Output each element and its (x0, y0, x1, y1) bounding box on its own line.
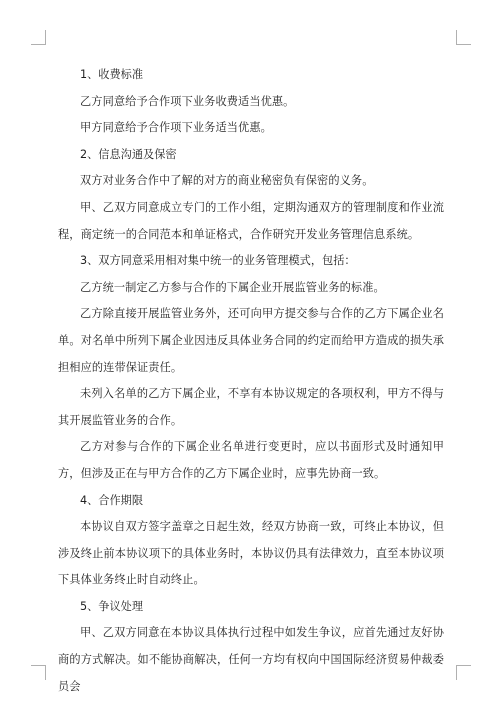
paragraph: 乙方同意给予合作项下业务收费适当优惠。 (80, 94, 295, 108)
section-heading-disputes: 5、争议处理 (80, 599, 144, 613)
paragraph: 双方对业务合作中了解的对方的商业秘密负有保密的义务。 (80, 174, 374, 188)
crop-mark-bottom-right (456, 665, 471, 680)
crop-mark-bottom-left (31, 665, 46, 680)
paragraph: 未列入名单的乙方下属企业，不享有本协议规定的各项权利，甲方不得与其开展监管业务的合作。 (58, 387, 444, 427)
crop-mark-top-left (31, 30, 46, 45)
paragraph: 乙方统一制定乙方参与合作的下属企业开展监管业务的标准。 (80, 280, 385, 294)
paragraph: 甲、乙双方同意成立专门的工作小组，定期沟通双方的管理制度和作业流程，商定统一的合同范本和单证格式，合作研究开发业务管理信息系统。 (58, 200, 444, 241)
paragraph: 乙方除直接开展监管业务外，还可向甲方提交参与合作的乙方下属企业名单。对名单中所列下属企业因违反具体业务合同的约定而给甲方造成的损失承担相应的连带保证责任。 (58, 307, 444, 374)
section-heading-management-mode: 3、双方同意采用相对集中统一的业务管理模式，包括： (80, 254, 356, 268)
section-heading-confidentiality: 2、信息沟通及保密 (80, 147, 177, 161)
paragraph: 乙方对参与合作的下属企业名单进行变更时，应以书面形式及时通知甲方，但涉及正在与甲方合作的乙方下属企业时，应事先协商一致。 (58, 440, 444, 480)
paragraph: 甲方同意给予合作项下业务适当优惠。 (80, 121, 272, 135)
paragraph: 甲、乙双方同意在本协议具体执行过程中如发生争议，应首先通过友好协商的方式解决。如不能协商解决，任何一方均有权向中国国际经济贸易仲裁委员会 (58, 626, 444, 693)
document-body (58, 62, 444, 700)
section-heading-term: 4、合作期限 (80, 493, 144, 507)
paragraph: 本协议自双方签字盖章之日起生效，经双方协商一致，可终止本协议，但涉及终止前本协议项下的具体业务时，本协议仍具有法律效力，直至本协议项下具体业务终止时自动终止。 (58, 520, 444, 587)
crop-mark-top-right (456, 30, 471, 45)
section-heading-fees: 1、收费标准 (80, 68, 144, 81)
